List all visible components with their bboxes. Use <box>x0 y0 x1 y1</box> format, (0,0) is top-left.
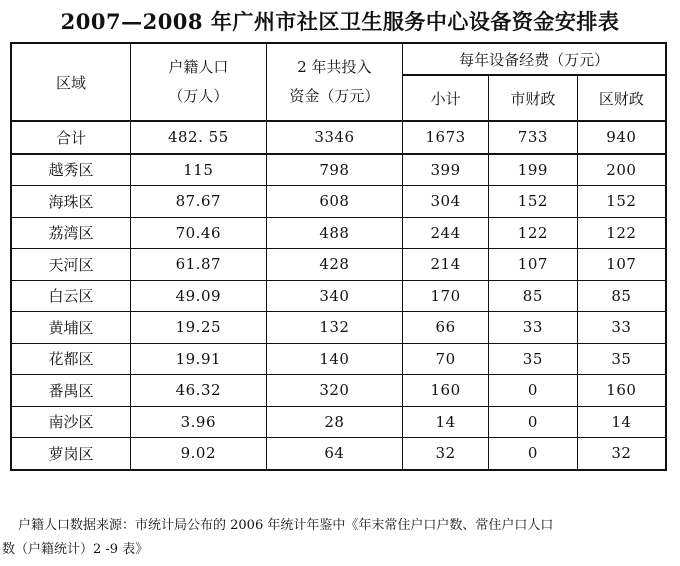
cell-investment: 132 <box>266 312 403 344</box>
cell-city: 0 <box>488 406 577 438</box>
cell-region: 合计 <box>11 121 131 154</box>
table-row <box>11 406 666 438</box>
cell-city: 152 <box>488 186 577 218</box>
cell-region: 天河区 <box>11 249 131 281</box>
table-row <box>11 217 666 249</box>
cell-district: 152 <box>577 186 666 218</box>
cell-investment: 798 <box>266 154 403 186</box>
cell-district: 122 <box>577 217 666 249</box>
cell-investment: 320 <box>266 375 403 407</box>
cell-district: 85 <box>577 280 666 312</box>
table-row <box>11 186 666 218</box>
cell-investment: 428 <box>266 249 403 281</box>
cell-district: 33 <box>577 312 666 344</box>
cell-population: 49.09 <box>131 280 267 312</box>
table-row <box>11 312 666 344</box>
cell-city: 733 <box>488 121 577 154</box>
header-investment <box>266 43 403 121</box>
table-row <box>11 375 666 407</box>
cell-city: 107 <box>488 249 577 281</box>
cell-region: 荔湾区 <box>11 217 131 249</box>
source-note-line2: 数（户籍统计）2 -9 表》 <box>2 542 149 557</box>
cell-region: 番禺区 <box>11 375 131 407</box>
table-row <box>11 154 666 186</box>
header-district-finance: 区财政 <box>577 75 666 121</box>
cell-population: 70.46 <box>131 217 267 249</box>
cell-region: 萝岗区 <box>11 438 131 470</box>
cell-investment: 64 <box>266 438 403 470</box>
table-row <box>11 438 666 470</box>
cell-investment: 488 <box>266 217 403 249</box>
cell-subtotal: 160 <box>403 375 489 407</box>
cell-subtotal: 399 <box>403 154 489 186</box>
cell-city: 0 <box>488 375 577 407</box>
cell-region: 南沙区 <box>11 406 131 438</box>
header-region: 区域 <box>11 43 131 121</box>
cell-subtotal: 304 <box>403 186 489 218</box>
cell-subtotal: 66 <box>403 312 489 344</box>
cell-district: 200 <box>577 154 666 186</box>
table-row <box>11 280 666 312</box>
source-note <box>2 514 672 562</box>
funding-table <box>10 42 667 471</box>
cell-city: 85 <box>488 280 577 312</box>
cell-city: 122 <box>488 217 577 249</box>
cell-district: 32 <box>577 438 666 470</box>
cell-population: 3.96 <box>131 406 267 438</box>
cell-city: 35 <box>488 343 577 375</box>
cell-district: 107 <box>577 249 666 281</box>
header-city-finance: 市财政 <box>488 75 577 121</box>
header-investment-line1: 2 年共投入 <box>297 58 372 76</box>
table-header <box>11 43 666 121</box>
cell-population: 9.02 <box>131 438 267 470</box>
cell-city: 0 <box>488 438 577 470</box>
table-row-total <box>11 121 666 154</box>
header-investment-line2: 资金（万元） <box>289 87 380 105</box>
cell-city: 33 <box>488 312 577 344</box>
cell-population: 46.32 <box>131 375 267 407</box>
cell-population: 19.91 <box>131 343 267 375</box>
cell-region: 越秀区 <box>11 154 131 186</box>
cell-district: 160 <box>577 375 666 407</box>
cell-subtotal: 214 <box>403 249 489 281</box>
header-subtotal: 小计 <box>403 75 489 121</box>
cell-subtotal: 1673 <box>403 121 489 154</box>
table-body <box>11 121 666 470</box>
source-note-line1: 户籍人口数据来源：市统计局公布的 2006 年统计年鉴中《年末常住户口户数、常住户口人口 <box>18 518 554 533</box>
cell-subtotal: 14 <box>403 406 489 438</box>
cell-investment: 140 <box>266 343 403 375</box>
cell-district: 35 <box>577 343 666 375</box>
cell-region: 白云区 <box>11 280 131 312</box>
cell-city: 199 <box>488 154 577 186</box>
cell-population: 19.25 <box>131 312 267 344</box>
cell-population: 61.87 <box>131 249 267 281</box>
table-title: 2007—2008 年广州市社区卫生服务中心设备资金安排表 <box>60 9 620 34</box>
header-population <box>131 43 267 121</box>
header-annual-group: 每年设备经费（万元） <box>403 43 666 75</box>
cell-district: 940 <box>577 121 666 154</box>
cell-investment: 608 <box>266 186 403 218</box>
cell-subtotal: 244 <box>403 217 489 249</box>
cell-subtotal: 70 <box>403 343 489 375</box>
cell-population: 482. 55 <box>131 121 267 154</box>
cell-region: 花都区 <box>11 343 131 375</box>
cell-population: 115 <box>131 154 267 186</box>
cell-investment: 28 <box>266 406 403 438</box>
cell-subtotal: 32 <box>403 438 489 470</box>
cell-district: 14 <box>577 406 666 438</box>
table-row <box>11 343 666 375</box>
cell-investment: 340 <box>266 280 403 312</box>
header-population-line2: （万人） <box>168 87 229 105</box>
cell-subtotal: 170 <box>403 280 489 312</box>
cell-region: 黄埔区 <box>11 312 131 344</box>
cell-investment: 3346 <box>266 121 403 154</box>
header-population-line1: 户籍人口 <box>168 58 229 76</box>
table-row <box>11 249 666 281</box>
cell-region: 海珠区 <box>11 186 131 218</box>
cell-population: 87.67 <box>131 186 267 218</box>
